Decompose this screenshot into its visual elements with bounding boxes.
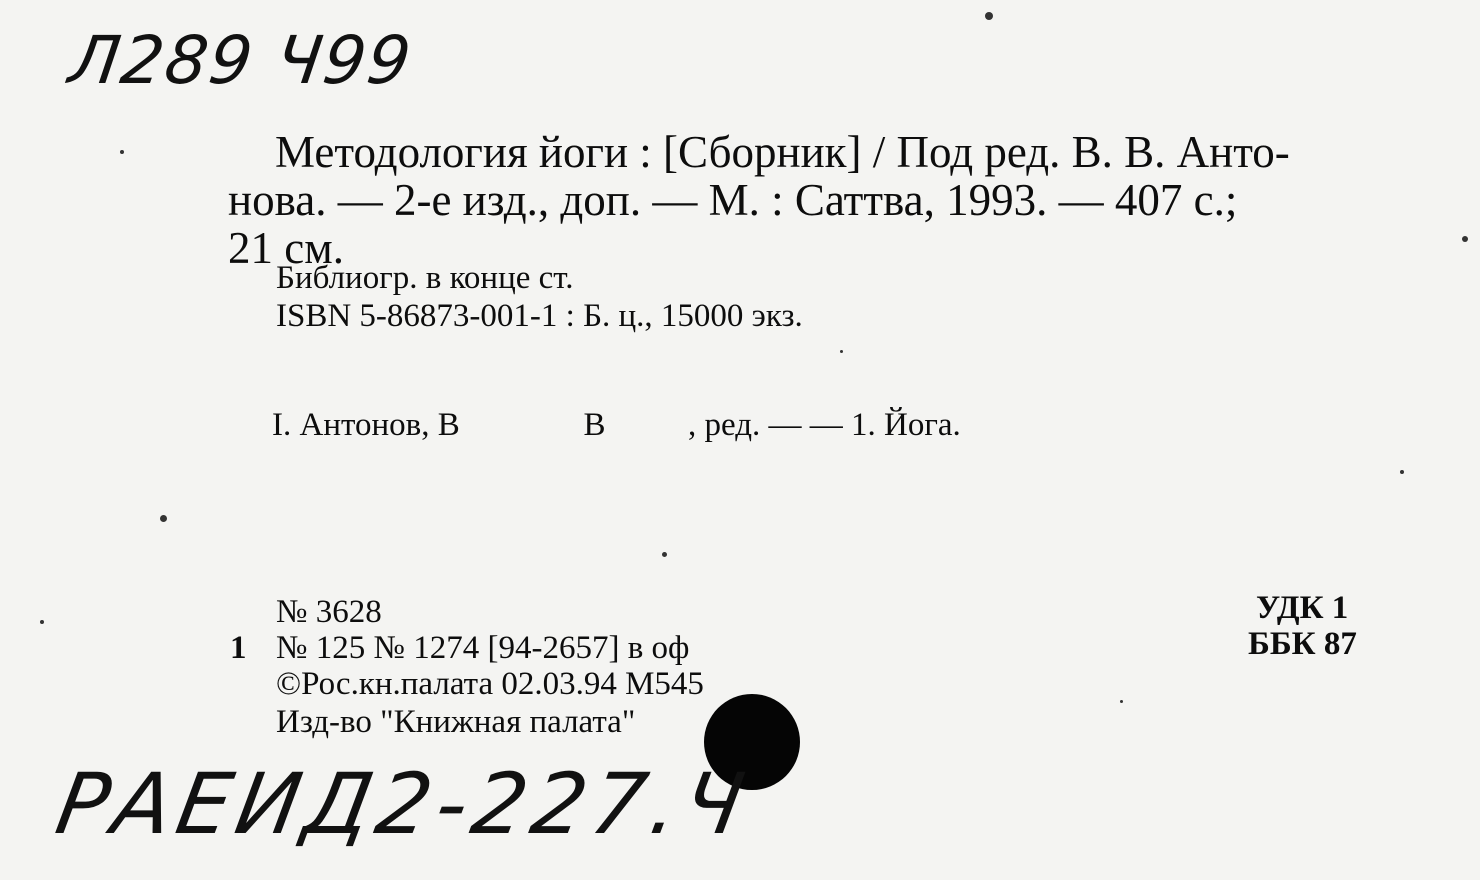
bibliography-note: Библиогр. в конце ст. [276,260,574,296]
registration-line-2: № 125 № 1274 [94-2657] в оф [276,630,690,666]
udk-code: УДК 1 [1256,590,1349,626]
title-line-3: 21 см. [228,223,344,273]
scan-speck [160,515,167,522]
scan-speck [840,350,843,353]
sheet-mark: 1 [230,630,247,666]
scan-speck [985,12,993,20]
scan-speck [1462,236,1468,242]
scan-speck [662,552,667,557]
copyright-line: ©Рос.кн.палата 02.03.94 М545 [276,666,704,702]
tracings-line: I. Антонов, В В , ред. — — 1. Йога. [272,407,961,443]
scan-speck [1120,700,1123,703]
bbk-code: ББК 87 [1248,626,1357,662]
scan-speck [40,620,44,624]
publisher-line: Изд-во "Книжная палата" [276,704,636,740]
scan-speck [120,150,124,154]
call-number-top: Л289 Ч99 [64,22,418,99]
title-line-2: нова. — 2-е изд., доп. — М. : Саттва, 1993. — 407 с.; [228,175,1238,225]
registration-number: № 3628 [276,594,382,630]
title-line-1: Методология йоги : [Сборник] / Под ред. В. В. Анто- [275,127,1290,177]
isbn-line: ISBN 5-86873-001-1 : Б. ц., 15000 экз. [276,298,803,334]
scan-speck [1400,470,1404,474]
call-number-bottom: РАЕИД2-227.Ч [49,755,757,853]
